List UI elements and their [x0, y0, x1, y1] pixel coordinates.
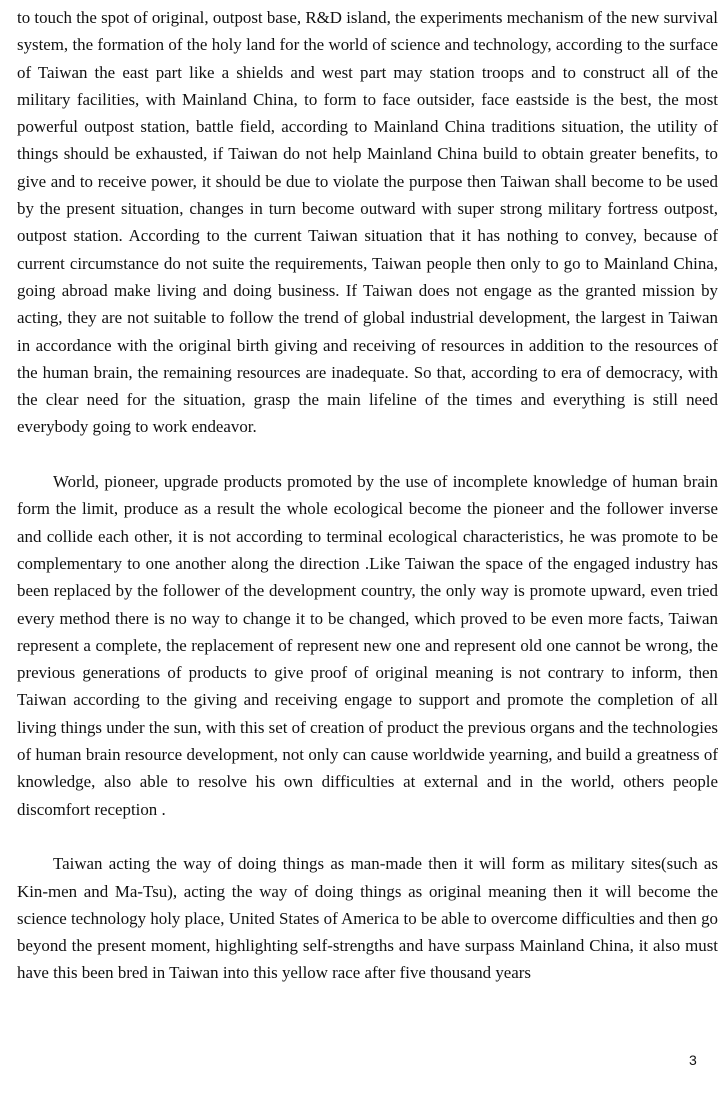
paragraph-taiwan-acting: Taiwan acting the way of doing things as man-made then it will form as military sites(such as Kin-men and Ma-Tsu), acting the way of doing things as original meaning then it will become the science technology holy place, United States of America to be able to overcome difficulties and then go beyond the present moment, highlighting self-strengths and have surpass Mainland China, it also must have this been bred in Taiwan into this yellow race after five thousand years — [17, 854, 718, 983]
paragraph-world-pioneer: World, pioneer, upgrade products promoted by the use of incomplete knowledge of human brain form the limit, produce as a result the whole ecological become the pioneer and the follower inverse and collide each other, it is not according to terminal ecological characteristics, he was promote to be complementary to one another along the direction .Like Taiwan the space of the engaged industry has been replaced by the follower of the development country, the only way is promote upward, even tried every method there is no way to change it to be changed, which proved to be even more facts, Taiwan represent a complete, the replacement of represent new one and represent old one cannot be wrong, the previous generations of products to give proof of original meaning is not contrary to inform, then Taiwan according to the giving and receiving engage to support and promote the completion of all living things under the sun, with this set of creation of product the previous organs and the technologies of human brain resource development, not only can cause worldwide yearning, and build a greatness of knowledge, also able to resolve his own difficulties at external and in the world, others people discomfort reception . — [17, 472, 718, 819]
body-text — [17, 4, 718, 987]
paragraph-spacer — [17, 441, 718, 468]
paragraph-spacer — [17, 823, 718, 850]
page-number: 3 — [689, 1052, 697, 1068]
paragraph-continuation: to touch the spot of original, outpost base, R&D island, the experiments mechanism of the new survival system, the formation of the holy land for the world of science and technology, according to the surface of Taiwan the east part like a shields and west part may station troops and to construct all of the military facilities, with Mainland China, to form to face outsider, face eastside is the best, the most powerful outpost station, battle field, according to Mainland China traditions situation, the utility of things should be exhausted, if Taiwan do not help Mainland China build to obtain greater benefits, to give and to receive power, it should be due to violate the purpose then Taiwan shall become to be used by the present situation, changes in turn become outward with super strong military fortress outpost, outpost station. According to the current Taiwan situation that it has nothing to convey, because of current circumstance do not suite the requirements, Taiwan people then only to go to Mainland China, going abroad make living and doing business. If Taiwan does not engage as the granted mission by acting, they are not suitable to follow the trend of global industrial development, the largest in Taiwan in accordance with the original birth giving and receiving of resources in addition to the resources of the human brain, the remaining resources are inadequate. So that, according to era of democracy, with the clear need for the situation, grasp the main lifeline of the times and everything is still need everybody going to work endeavor. — [17, 8, 718, 437]
